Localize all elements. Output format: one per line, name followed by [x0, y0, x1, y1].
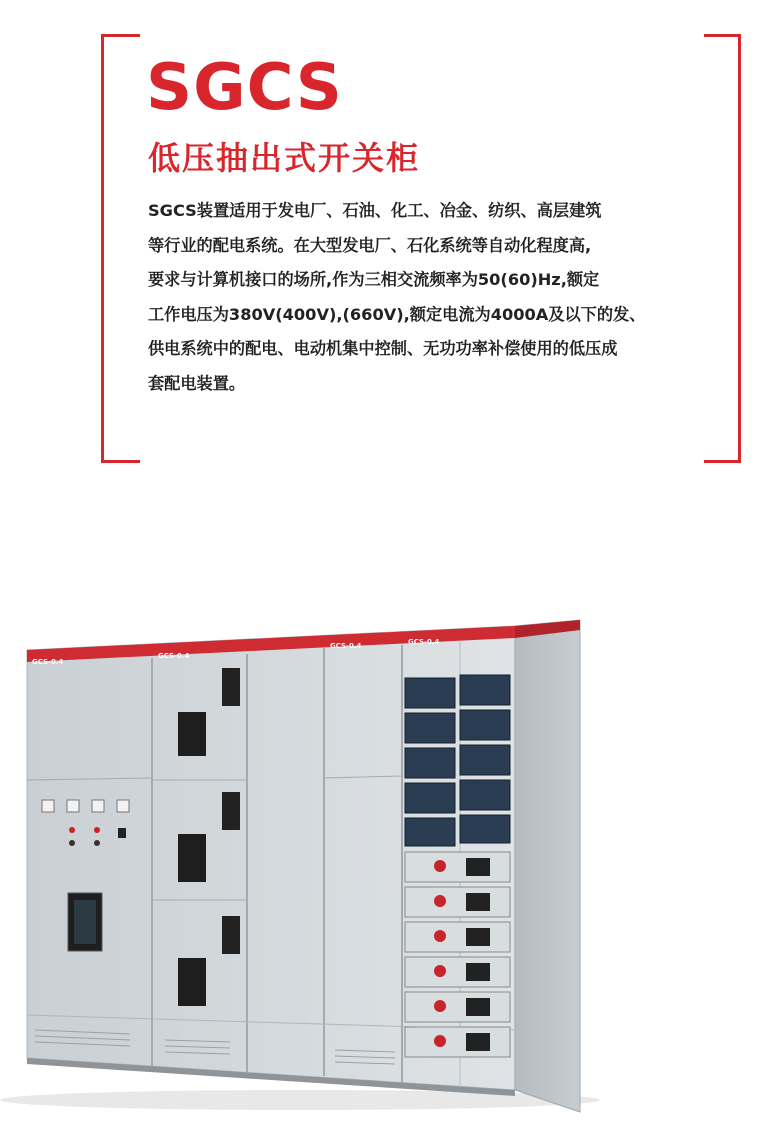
product-title-cn: 低压抽出式开关柜	[148, 139, 421, 177]
switchgear-cabinet-image	[0, 600, 760, 1127]
description-line: 要求与计算机接口的场所,作为三相交流频率为50(60)Hz,额定	[148, 270, 600, 289]
product-description	[148, 194, 708, 401]
panel-label: GCS-0.4	[330, 642, 362, 650]
description-line: 工作电压为380V(400V),(660V),额定电流为4000A及以下的发、	[148, 304, 646, 324]
description-line: 等行业的配电系统。在大型发电厂、石化系统等自动化程度高,	[148, 235, 592, 255]
description-line: 供电系统中的配电、电动机集中控制、无功功率补偿使用的低压成	[148, 339, 618, 358]
description-line: SGCS装置适用于发电厂、石油、化工、冶金、纺织、高层建筑	[148, 201, 602, 220]
panel-label: GCS-0.4	[158, 652, 190, 660]
right-bracket-frame	[704, 34, 741, 463]
panel-label: GCS-0.4	[32, 658, 64, 666]
product-title-en: SGCS	[146, 51, 343, 125]
panel-label: GCS-0.4	[408, 638, 440, 646]
left-bracket-frame	[101, 34, 140, 463]
description-line: 套配电装置。	[148, 373, 246, 393]
